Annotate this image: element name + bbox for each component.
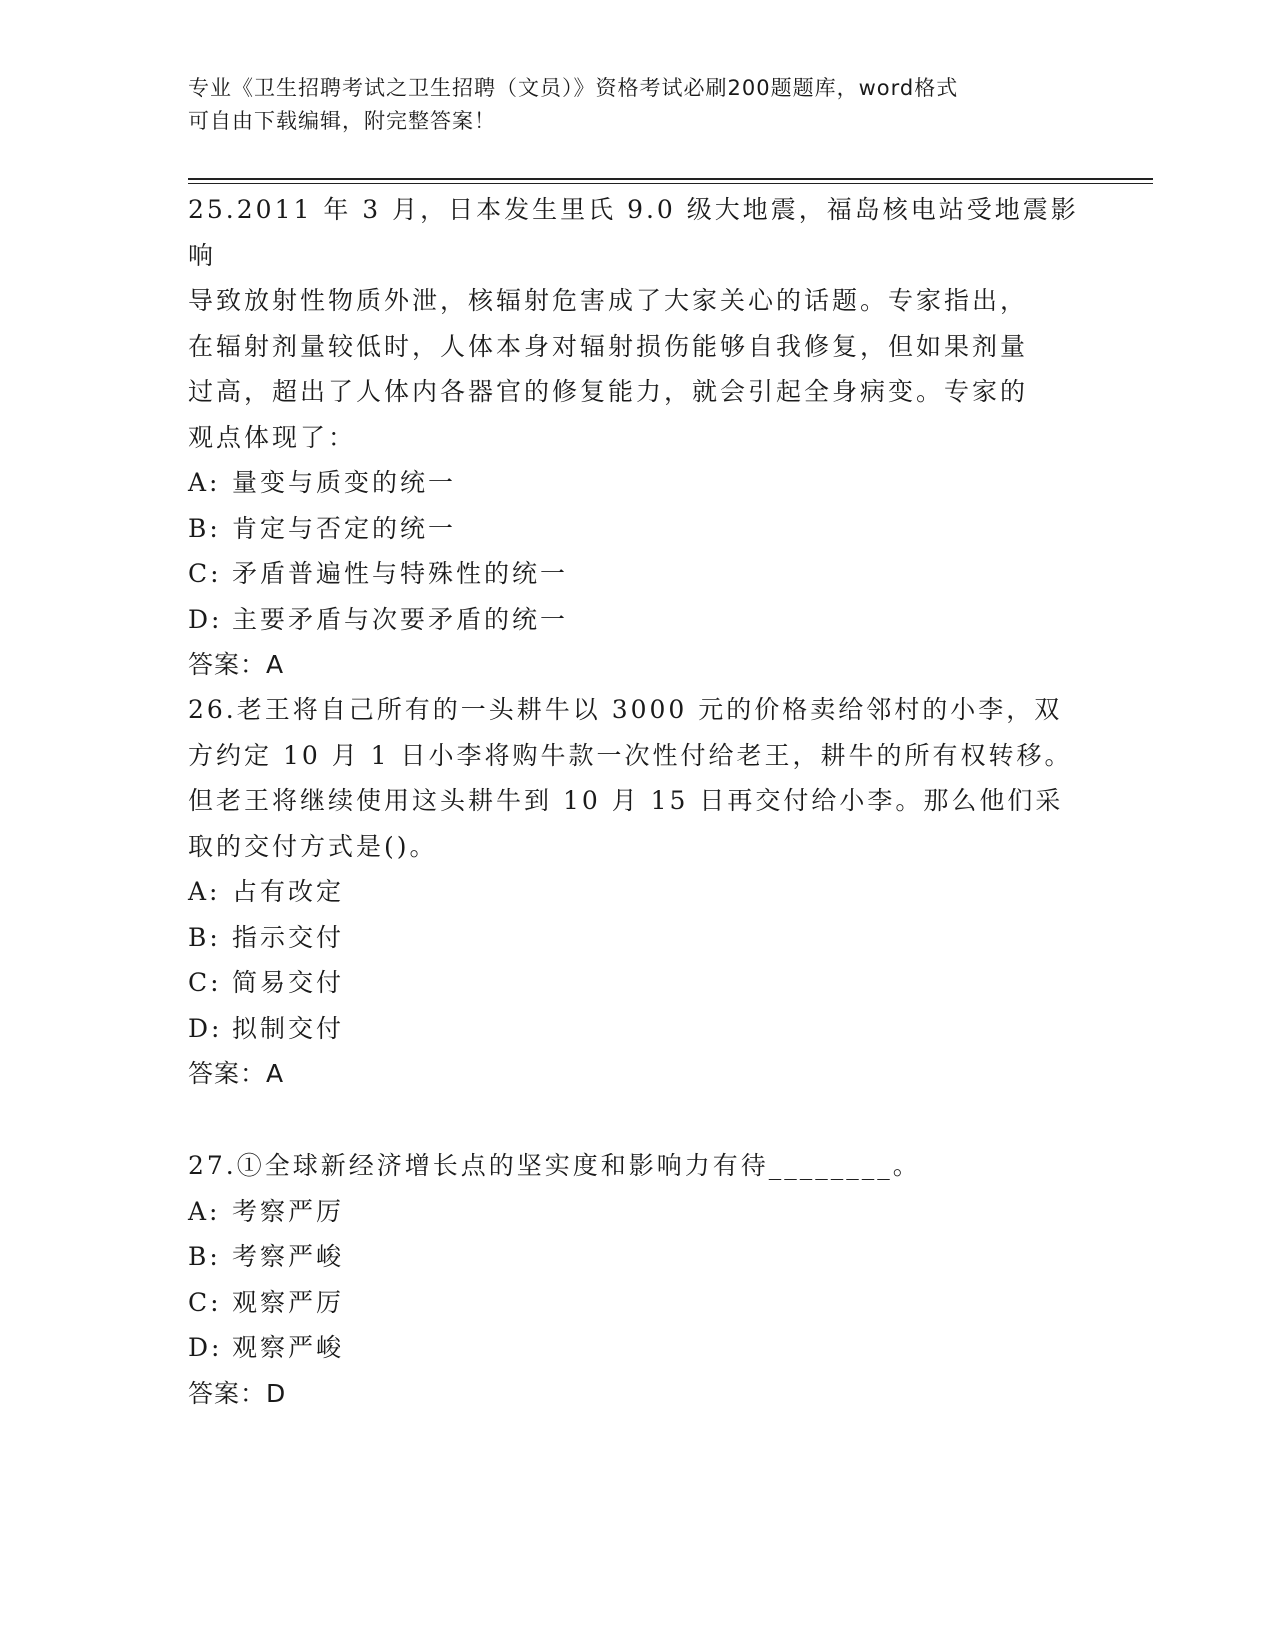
answer: 答案：D bbox=[188, 1378, 287, 1408]
option-c bbox=[188, 1280, 1088, 1326]
answer: 答案：A bbox=[188, 1059, 285, 1088]
option-letter: D: bbox=[188, 604, 223, 634]
option-d bbox=[188, 1325, 1088, 1371]
option-text: 占有改定 bbox=[232, 877, 345, 906]
option-text: 主要矛盾与次要矛盾的统一 bbox=[232, 604, 569, 634]
option-letter: D: bbox=[188, 1013, 223, 1043]
question-stem-line: 取的交付方式是()。 bbox=[188, 831, 438, 861]
option-text: 观察严厉 bbox=[232, 1287, 345, 1317]
option-b bbox=[188, 506, 1088, 552]
option-letter: D: bbox=[188, 1333, 223, 1362]
option-letter: C: bbox=[188, 968, 222, 997]
header-line-1: 专业《卫生招聘考试之卫生招聘（文员）》资格考试必刷200题题库，word格式 bbox=[188, 76, 959, 100]
option-text: 考察严峻 bbox=[232, 1242, 345, 1271]
option-letter: A: bbox=[188, 1196, 221, 1226]
question-25 bbox=[188, 187, 1088, 688]
question-stem-line: 导致放射性物质外泄，核辐射危害成了大家关心的话题。专家指出， bbox=[188, 286, 1029, 315]
option-c bbox=[188, 551, 1088, 597]
option-text: 拟制交付 bbox=[232, 1013, 345, 1043]
option-a bbox=[188, 460, 1088, 506]
option-a bbox=[188, 869, 1088, 915]
answer: 答案：A bbox=[188, 650, 285, 679]
question-stem-line: 27.①全球新经济增长点的坚实度和影响力有待________。 bbox=[188, 1151, 921, 1180]
question-stem-line: 方约定 10 月 1 日小李将购牛款一次性付给老王，耕牛的所有权转移。 bbox=[188, 740, 1073, 770]
header-divider-thick bbox=[188, 178, 1153, 180]
option-b bbox=[188, 915, 1088, 961]
question-26 bbox=[188, 687, 1088, 1097]
option-letter: B: bbox=[188, 1242, 221, 1271]
question-stem-line: 26.老王将自己所有的一头耕牛以 3000 元的价格卖给邻村的小李，双 bbox=[188, 695, 1063, 724]
option-c bbox=[188, 960, 1088, 1006]
question-27 bbox=[188, 1143, 1088, 1416]
option-text: 肯定与否定的统一 bbox=[232, 513, 457, 543]
question-stem-line: 但老王将继续使用这头耕牛到 10 月 15 日再交付给小李。那么他们采 bbox=[188, 786, 1064, 815]
option-a bbox=[188, 1189, 1088, 1235]
option-text: 观察严峻 bbox=[232, 1333, 345, 1362]
document-header bbox=[188, 72, 1068, 138]
question-stem-line: 观点体现了： bbox=[188, 422, 357, 452]
option-d bbox=[188, 597, 1088, 643]
option-letter: A: bbox=[188, 468, 221, 497]
header-divider-thin bbox=[188, 183, 1153, 184]
option-d bbox=[188, 1006, 1088, 1052]
header-line-2: 可自由下载编辑，附完整答案！ bbox=[188, 109, 496, 133]
question-stem-line: 在辐射剂量较低时，人体本身对辐射损伤能够自我修复，但如果剂量 bbox=[188, 331, 1029, 361]
question-stem-line: 25.2011 年 3 月，日本发生里氏 9.0 级大地震，福岛核电站受地震影响 bbox=[188, 195, 1079, 270]
option-letter: A: bbox=[188, 877, 221, 906]
option-letter: B: bbox=[188, 922, 221, 952]
question-stem-line: 过高，超出了人体内各器官的修复能力，就会引起全身病变。专家的 bbox=[188, 377, 1029, 406]
option-text: 简易交付 bbox=[232, 968, 345, 997]
option-letter: C: bbox=[188, 1287, 222, 1317]
option-text: 量变与质变的统一 bbox=[232, 468, 457, 497]
option-text: 指示交付 bbox=[232, 922, 345, 952]
option-text: 考察严厉 bbox=[232, 1196, 345, 1226]
option-letter: C: bbox=[188, 559, 222, 588]
option-b bbox=[188, 1234, 1088, 1280]
option-text: 矛盾普遍性与特殊性的统一 bbox=[232, 559, 569, 588]
option-letter: B: bbox=[188, 513, 221, 543]
